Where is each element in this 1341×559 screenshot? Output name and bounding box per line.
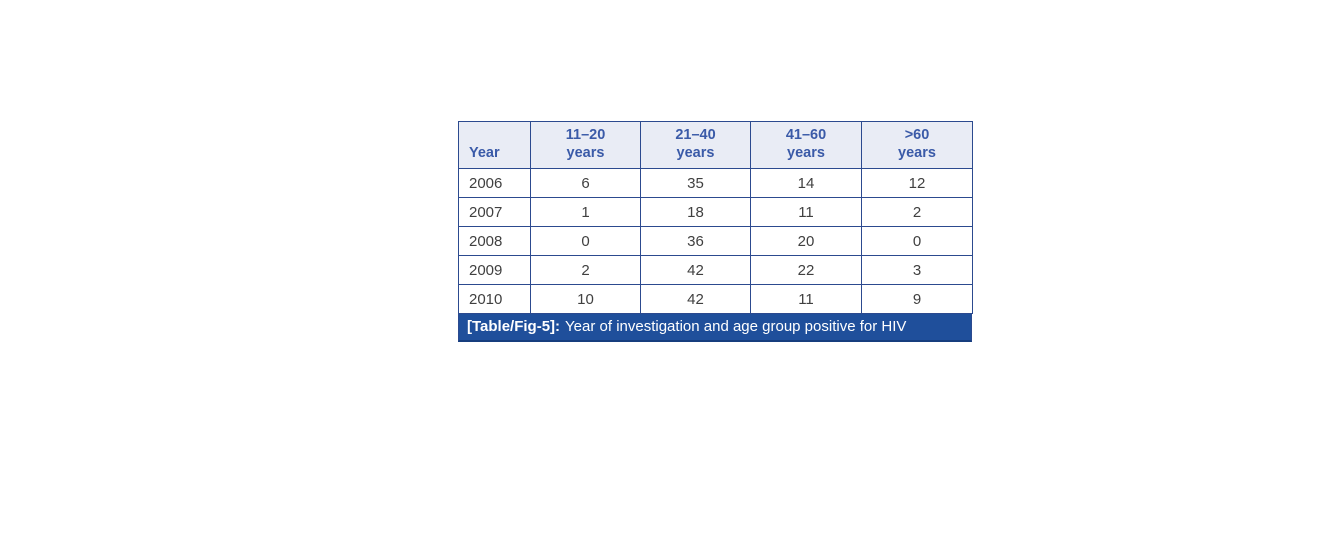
table-row-2010 (459, 285, 973, 314)
value-cell: 10 (531, 285, 641, 314)
table-figure (458, 121, 972, 342)
header-label-line1: 21–40 (675, 127, 716, 143)
header-label-line2: years (898, 145, 936, 161)
value-cell: 0 (862, 227, 973, 256)
header-label-line2: years (787, 145, 825, 161)
value-cell: 2 (862, 198, 973, 227)
header-cell-11-20-years (531, 122, 641, 169)
value-cell: 20 (751, 227, 862, 256)
header-label-line2: years (676, 145, 715, 161)
year-cell: 2010 (459, 285, 531, 314)
value-cell: 11 (751, 198, 862, 227)
value-cell: 18 (641, 198, 751, 227)
header-label-line1: 11–20 (565, 127, 606, 143)
header-cell-over-60-years (862, 122, 973, 169)
year-cell: 2006 (459, 169, 531, 198)
year-cell: 2009 (459, 256, 531, 285)
value-cell: 35 (641, 169, 751, 198)
year-cell: 2008 (459, 227, 531, 256)
value-cell: 2 (531, 256, 641, 285)
table-row-2008 (459, 227, 973, 256)
value-cell: 42 (641, 256, 751, 285)
header-label-line1: >60 (904, 127, 930, 143)
header-cell-41-60-years (751, 122, 862, 169)
value-cell: 6 (531, 169, 641, 198)
header-row (459, 122, 973, 169)
value-cell: 42 (641, 285, 751, 314)
year-cell: 2007 (459, 198, 531, 227)
value-cell: 3 (862, 256, 973, 285)
value-cell: 22 (751, 256, 862, 285)
figure-caption (458, 314, 972, 342)
value-cell: 11 (751, 285, 862, 314)
table-row-2009 (459, 256, 973, 285)
value-cell: 0 (531, 227, 641, 256)
value-cell: 14 (751, 169, 862, 198)
value-cell: 12 (862, 169, 973, 198)
table-row-2006 (459, 169, 973, 198)
header-label-line2: years (566, 145, 605, 161)
header-label: Year (469, 145, 500, 161)
caption-text: Year of investigation and age group positive for HIV (565, 318, 907, 335)
table-row-2007 (459, 198, 973, 227)
header-cell-year (459, 122, 531, 169)
hiv-age-group-table (458, 121, 973, 314)
value-cell: 1 (531, 198, 641, 227)
header-cell-21-40-years (641, 122, 751, 169)
header-label-line1: 41–60 (785, 127, 827, 143)
caption-label: [Table/Fig-5]: (467, 318, 561, 335)
value-cell: 36 (641, 227, 751, 256)
value-cell: 9 (862, 285, 973, 314)
